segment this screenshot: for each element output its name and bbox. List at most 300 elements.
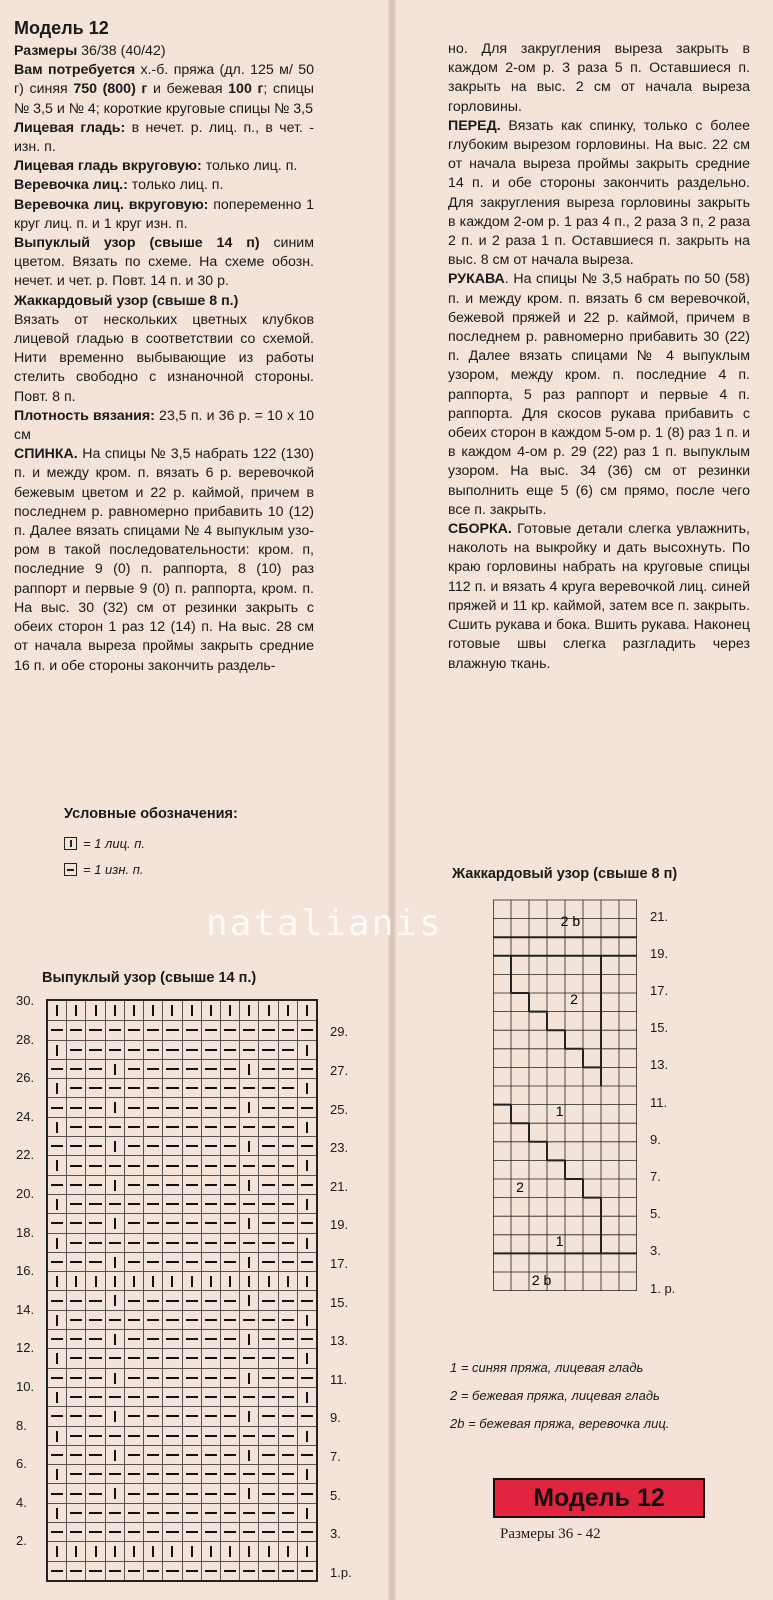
purl-stitch (239, 1388, 258, 1406)
purl-stitch (162, 1137, 181, 1155)
row-number-left: 24. (16, 1108, 35, 1124)
knit-stitch (201, 1272, 220, 1290)
purl-stitch (182, 1311, 201, 1329)
purl-stitch (143, 1349, 162, 1367)
purl-stitch (162, 1079, 181, 1097)
purl-stitch (143, 1407, 162, 1425)
knit-stitch (239, 1137, 258, 1155)
knit-stitch (297, 1272, 316, 1290)
assembly-paragraph: СБОРКА. Готовые детали слегка увлажнить, наколоть на выкройку и дать высохнуть. По краю горловины набрать на круговые спицы 112 п. и вязать 4 круга веревочкой лиц. синей пряжей и 11 кр. каймой, затем все п. закрыть. Сшить рукава и бока. Вшить рукава. Наконец готовые швы слегка разгладить через влажную ткань. (448, 521, 750, 672)
purl-stitch (85, 1407, 104, 1425)
knit-stitch (201, 1001, 220, 1020)
purl-stitch (105, 1234, 124, 1252)
knit-stitch (48, 1349, 66, 1367)
chart-row (48, 1561, 316, 1580)
purl-stitch (66, 1156, 85, 1174)
purl-stitch (258, 1427, 277, 1445)
purl-stitch (239, 1079, 258, 1097)
row-number-right: 9. (330, 1410, 341, 1426)
purl-stitch (220, 1504, 239, 1522)
purl-stitch (201, 1195, 220, 1213)
stockinette-round-paragraph: Лицевая гладь вкруговую: только лиц. п. (14, 158, 298, 175)
purl-stitch (220, 1021, 239, 1039)
knit-stitch (239, 1446, 258, 1464)
knit-stitch (124, 1542, 143, 1560)
purl-stitch (143, 1156, 162, 1174)
purl-stitch (258, 1407, 277, 1425)
purl-stitch (124, 1118, 143, 1136)
row-number-right: 5. (330, 1487, 341, 1503)
purl-stitch (105, 1021, 124, 1039)
purl-stitch (124, 1176, 143, 1194)
chart-row (48, 1290, 316, 1309)
chart-row (48, 1233, 316, 1252)
chart-row (48, 1541, 316, 1560)
purl-stitch (66, 1253, 85, 1271)
purl-stitch (85, 1176, 104, 1194)
knit-stitch (258, 1272, 277, 1290)
purl-stitch (258, 1214, 277, 1232)
purl-stitch (48, 1021, 66, 1039)
purl-stitch (85, 1156, 104, 1174)
page-fold (388, 0, 396, 1600)
knit-stitch (162, 1272, 181, 1290)
purl-stitch (162, 1195, 181, 1213)
row-number-right: 17. (330, 1255, 349, 1271)
knit-stitch (143, 1542, 162, 1560)
purl-stitch (278, 1291, 297, 1309)
purl-stitch (85, 1484, 104, 1502)
purl-stitch (162, 1465, 181, 1483)
row-number-right: 25. (330, 1101, 349, 1117)
row-number-left: 10. (16, 1379, 35, 1394)
purl-stitch (182, 1407, 201, 1425)
purl-stitch (278, 1060, 297, 1078)
jacquard-row-number: 1. р. (650, 1280, 676, 1296)
purl-stitch (105, 1349, 124, 1367)
relief-chart-grid (46, 999, 318, 1582)
purl-stitch (162, 1330, 181, 1348)
jacquard-row-number: 19. (650, 945, 669, 961)
purl-stitch (258, 1195, 277, 1213)
purl-stitch (297, 1176, 316, 1194)
purl-stitch (85, 1562, 104, 1580)
purl-stitch (278, 1118, 297, 1136)
purl-stitch (48, 1562, 66, 1580)
purl-stitch (201, 1388, 220, 1406)
knit-stitch (239, 1484, 258, 1502)
purl-stitch (220, 1060, 239, 1078)
knit-stitch (105, 1542, 124, 1560)
watermark: natalianis (206, 903, 443, 944)
knit-stitch (297, 1195, 316, 1213)
purl-stitch (85, 1234, 104, 1252)
purl-stitch (162, 1562, 181, 1580)
knit-stitch (105, 1253, 124, 1271)
chart-row (48, 1001, 316, 1020)
purl-stitch (162, 1369, 181, 1387)
knit-stitch (297, 1079, 316, 1097)
label-2b-bottom: 2 b (531, 1272, 552, 1289)
knit-stitch (143, 1001, 162, 1020)
note-blue-yarn: 1 = синяя пряжа, лицевая гладь (450, 1360, 644, 1375)
purl-stitch (220, 1118, 239, 1136)
purl-stitch (278, 1234, 297, 1252)
purl-stitch (66, 1330, 85, 1348)
chart-row (48, 1097, 316, 1116)
purl-stitch (105, 1156, 124, 1174)
purl-stitch (297, 1214, 316, 1232)
purl-stitch (124, 1311, 143, 1329)
chart-row (48, 1445, 316, 1464)
purl-stitch (239, 1118, 258, 1136)
knit-stitch (48, 1542, 66, 1560)
legend-knit: = 1 лиц. п. (64, 836, 145, 851)
purl-stitch (182, 1349, 201, 1367)
purl-stitch (201, 1118, 220, 1136)
purl-stitch (124, 1214, 143, 1232)
purl-stitch (297, 1446, 316, 1464)
chart-row (48, 1426, 316, 1445)
purl-stitch (201, 1562, 220, 1580)
purl-stitch (220, 1330, 239, 1348)
purl-stitch (124, 1234, 143, 1252)
jacquard-grid (493, 898, 637, 1298)
purl-stitch (182, 1176, 201, 1194)
purl-stitch (182, 1156, 201, 1174)
knit-stitch (220, 1001, 239, 1020)
purl-stitch (143, 1446, 162, 1464)
label-zone-1: 1 (555, 1102, 564, 1119)
knit-stitch (124, 1272, 143, 1290)
purl-stitch (143, 1137, 162, 1155)
jacquard-row-number: 7. (650, 1169, 661, 1184)
purl-stitch (162, 1446, 181, 1464)
materials-paragraph: Вам потребуется х.-б. пряжа (дл. 125 м/ 50 г) синяя 750 (800) г и бежевая 100 г; спицы № 3,5 и № 4; короткие круговые спицы № 3,5 (14, 62, 315, 117)
purl-stitch (278, 1349, 297, 1367)
row-number-right: 27. (330, 1062, 349, 1078)
purl-stitch (239, 1349, 258, 1367)
purl-stitch (258, 1176, 277, 1194)
knit-stitch (85, 1272, 104, 1290)
purl-stitch (124, 1504, 143, 1522)
chart-row (48, 1194, 316, 1213)
row-number-right: 15. (330, 1294, 349, 1310)
purl-stitch (162, 1156, 181, 1174)
knit-stitch (48, 1504, 66, 1522)
knit-symbol-icon (64, 837, 77, 850)
purl-stitch (66, 1214, 85, 1232)
purl-stitch (278, 1253, 297, 1271)
purl-stitch (162, 1060, 181, 1078)
knit-stitch (258, 1542, 277, 1560)
purl-stitch (124, 1330, 143, 1348)
row-number-right: 13. (330, 1333, 349, 1349)
purl-stitch (297, 1369, 316, 1387)
purl-stitch (182, 1214, 201, 1232)
knit-stitch (105, 1272, 124, 1290)
purl-stitch (162, 1427, 181, 1445)
purl-stitch (124, 1079, 143, 1097)
knit-stitch (239, 1291, 258, 1309)
purl-stitch (143, 1330, 162, 1348)
purl-stitch (297, 1098, 316, 1116)
purl-stitch (162, 1118, 181, 1136)
purl-stitch (124, 1195, 143, 1213)
purl-stitch (162, 1484, 181, 1502)
purl-stitch (239, 1562, 258, 1580)
purl-stitch (124, 1156, 143, 1174)
knit-stitch (201, 1542, 220, 1560)
purl-stitch (85, 1291, 104, 1309)
knit-stitch (162, 1542, 181, 1560)
purl-stitch (143, 1041, 162, 1059)
purl-stitch (124, 1253, 143, 1271)
relief-chart-title: Выпуклый узор (свыше 14 п.) (42, 970, 257, 986)
purl-stitch (201, 1504, 220, 1522)
purl-stitch (278, 1446, 297, 1464)
front-paragraph: ПЕРЕД. Вязать как спинку, только с более глубоким вырезом горловины. На выс. 22 см от начала выреза проймы закрыть средние 14 п. и обе стороны закончить раздельно. Для закругления выреза горловины закрыть в каждом 2-ом р. 1 раз 4 п., 2 раза 3 п, 2 раза 2 п. и 2 раза 1 п. Оставшиеся п. закрыть на выс. 8 см от начала выреза. (448, 117, 750, 269)
purl-stitch (220, 1137, 239, 1155)
row-number-left: 8. (16, 1417, 27, 1433)
knit-stitch (48, 1465, 66, 1483)
knit-stitch (278, 1542, 297, 1560)
label-2b-top: 2 b (560, 913, 581, 930)
knit-stitch (105, 1214, 124, 1232)
knit-stitch (48, 1041, 66, 1059)
purl-stitch (66, 1407, 85, 1425)
purl-stitch (105, 1427, 124, 1445)
purl-stitch (143, 1484, 162, 1502)
knit-stitch (85, 1542, 104, 1560)
purl-stitch (182, 1446, 201, 1464)
purl-stitch (48, 1407, 66, 1425)
chart-row (48, 1078, 316, 1097)
legend-title: Условные обозначения: (64, 806, 238, 822)
purl-stitch (258, 1369, 277, 1387)
knit-stitch (297, 1234, 316, 1252)
purl-stitch (258, 1098, 277, 1116)
purl-stitch (48, 1523, 66, 1541)
purl-stitch (105, 1311, 124, 1329)
jacquard-row-number: 17. (650, 983, 669, 998)
knit-stitch (48, 1079, 66, 1097)
purl-stitch (220, 1427, 239, 1445)
purl-stitch (278, 1021, 297, 1039)
purl-stitch (85, 1388, 104, 1406)
purl-stitch (278, 1523, 297, 1541)
purl-stitch (182, 1137, 201, 1155)
purl-stitch (297, 1060, 316, 1078)
rope-round-paragraph: Веревочка лиц. вкруговую: попеременно 1 круг лиц. п. и 1 круг изн. п. (14, 196, 315, 232)
chart-row (48, 1387, 316, 1406)
purl-stitch (220, 1465, 239, 1483)
purl-stitch (85, 1369, 104, 1387)
purl-stitch (85, 1137, 104, 1155)
purl-stitch (278, 1562, 297, 1580)
purl-stitch (182, 1465, 201, 1483)
purl-stitch (220, 1369, 239, 1387)
knit-stitch (258, 1001, 277, 1020)
purl-stitch (201, 1523, 220, 1541)
purl-stitch (48, 1291, 66, 1309)
knit-stitch (239, 1098, 258, 1116)
purl-stitch (297, 1523, 316, 1541)
purl-stitch (278, 1137, 297, 1155)
chart-row (48, 1368, 316, 1387)
purl-stitch (66, 1060, 85, 1078)
purl-stitch (201, 1407, 220, 1425)
row-number-left: 18. (16, 1224, 35, 1240)
purl-stitch (201, 1234, 220, 1252)
purl-stitch (220, 1291, 239, 1309)
purl-stitch (48, 1060, 66, 1078)
purl-stitch (297, 1562, 316, 1580)
purl-stitch (124, 1407, 143, 1425)
purl-stitch (220, 1079, 239, 1097)
row-number-right: 21. (330, 1178, 349, 1194)
purl-stitch (220, 1484, 239, 1502)
knit-stitch (297, 1504, 316, 1522)
rope-paragraph: Веревочка лиц.: только лиц. п. (14, 177, 224, 194)
purl-stitch (278, 1079, 297, 1097)
chart-row (48, 1348, 316, 1367)
knit-stitch (48, 1234, 66, 1252)
purl-stitch (201, 1021, 220, 1039)
row-number-right: 11. (330, 1371, 348, 1387)
purl-stitch (182, 1060, 201, 1078)
knit-stitch (48, 1195, 66, 1213)
purl-stitch (162, 1234, 181, 1252)
knit-stitch (182, 1272, 201, 1290)
chart-row (48, 1464, 316, 1483)
knit-stitch (239, 1253, 258, 1271)
purl-stitch (105, 1523, 124, 1541)
purl-stitch (124, 1021, 143, 1039)
purl-stitch (278, 1098, 297, 1116)
knit-stitch (182, 1542, 201, 1560)
knit-stitch (48, 1156, 66, 1174)
purl-stitch (162, 1388, 181, 1406)
purl-stitch (143, 1253, 162, 1271)
purl-stitch (66, 1041, 85, 1059)
purl-stitch (278, 1484, 297, 1502)
purl-stitch (66, 1079, 85, 1097)
purl-stitch (258, 1156, 277, 1174)
purl-stitch (85, 1504, 104, 1522)
label-zone-2-top: 2 (570, 991, 578, 1008)
purl-stitch (85, 1021, 104, 1039)
purl-stitch (258, 1060, 277, 1078)
purl-stitch (143, 1118, 162, 1136)
purl-stitch (105, 1195, 124, 1213)
purl-stitch (105, 1118, 124, 1136)
purl-stitch (124, 1137, 143, 1155)
purl-stitch (162, 1176, 181, 1194)
knit-stitch (239, 1369, 258, 1387)
purl-stitch (297, 1407, 316, 1425)
purl-symbol-icon (64, 863, 77, 876)
purl-stitch (239, 1465, 258, 1483)
knit-stitch (297, 1001, 316, 1020)
row-number-right: 3. (330, 1526, 341, 1542)
row-number-left: 2. (16, 1533, 27, 1549)
purl-stitch (48, 1214, 66, 1232)
purl-stitch (66, 1234, 85, 1252)
knit-stitch (105, 1369, 124, 1387)
purl-stitch (201, 1156, 220, 1174)
purl-stitch (182, 1523, 201, 1541)
row-number-left: 20. (16, 1186, 35, 1201)
knit-stitch (297, 1156, 316, 1174)
relief-pattern-paragraph: Выпуклый узор (свыше 14 п) синим цветом. Вязать по схеме. На схеме обозн. нечет. и чет. р. Повт. 14 п. и 30 р. (14, 235, 314, 290)
purl-stitch (258, 1021, 277, 1039)
purl-stitch (85, 1446, 104, 1464)
purl-stitch (201, 1041, 220, 1059)
purl-stitch (162, 1311, 181, 1329)
knit-stitch (105, 1060, 124, 1078)
purl-stitch (182, 1041, 201, 1059)
purl-stitch (297, 1484, 316, 1502)
purl-stitch (220, 1098, 239, 1116)
purl-stitch (258, 1137, 277, 1155)
purl-stitch (66, 1427, 85, 1445)
knit-stitch (48, 1001, 66, 1020)
purl-stitch (85, 1523, 104, 1541)
purl-stitch (258, 1041, 277, 1059)
purl-stitch (105, 1562, 124, 1580)
model-title: Модель 12 (14, 18, 109, 38)
purl-stitch (66, 1388, 85, 1406)
purl-stitch (48, 1330, 66, 1348)
purl-stitch (143, 1504, 162, 1522)
purl-stitch (201, 1349, 220, 1367)
chart-row (48, 1522, 316, 1541)
jacquard-chart (493, 898, 637, 1298)
chart-row (48, 1059, 316, 1078)
purl-stitch (258, 1446, 277, 1464)
row-number-left: 14. (16, 1301, 35, 1317)
left-text-column (14, 16, 314, 676)
purl-stitch (66, 1465, 85, 1483)
purl-stitch (278, 1330, 297, 1348)
row-number-left: 26. (16, 1070, 35, 1086)
knit-stitch (220, 1272, 239, 1290)
purl-stitch (143, 1465, 162, 1483)
purl-stitch (239, 1311, 258, 1329)
purl-stitch (201, 1060, 220, 1078)
purl-stitch (220, 1407, 239, 1425)
purl-stitch (143, 1079, 162, 1097)
chart-row (48, 1503, 316, 1522)
chart-row (48, 1483, 316, 1502)
purl-stitch (220, 1253, 239, 1271)
purl-stitch (278, 1176, 297, 1194)
purl-stitch (201, 1427, 220, 1445)
purl-stitch (143, 1195, 162, 1213)
purl-stitch (124, 1388, 143, 1406)
knit-stitch (48, 1388, 66, 1406)
stockinette-paragraph: Лицевая гладь: в нечет. р. лиц. п., в чет. - изн. п. (14, 119, 314, 156)
purl-stitch (201, 1311, 220, 1329)
knit-stitch (239, 1330, 258, 1348)
purl-stitch (124, 1465, 143, 1483)
purl-stitch (182, 1098, 201, 1116)
purl-stitch (182, 1118, 201, 1136)
knit-stitch (105, 1407, 124, 1425)
purl-stitch (143, 1098, 162, 1116)
purl-stitch (258, 1504, 277, 1522)
